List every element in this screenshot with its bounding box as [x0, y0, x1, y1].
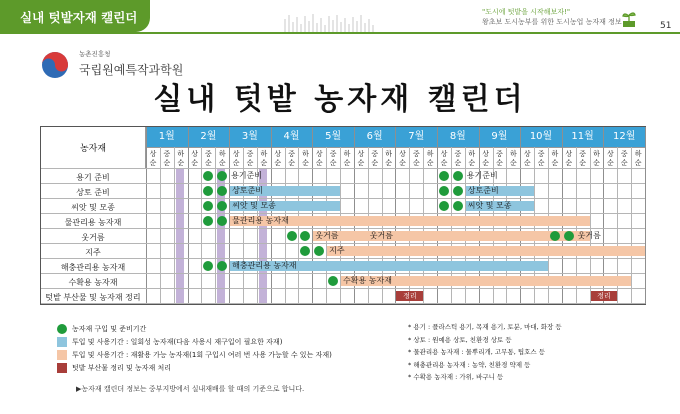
footnote: ▶농자재 캘린더 정보는 중부지방에서 실내재배를 할 때의 기준으로 합니다.: [76, 385, 305, 393]
shaded-column: [176, 169, 184, 304]
usage-bar: [230, 216, 589, 226]
period-header: 중순: [246, 150, 254, 167]
purchase-dot: [328, 276, 338, 286]
month-header: 1월: [158, 131, 175, 142]
period-header: 하순: [468, 150, 476, 167]
legend-text: 농자재 구입 및 준비기간: [72, 325, 147, 333]
month-header: 8월: [449, 131, 466, 142]
note-line: * 수확용 농자재 : 가위, 바구니 등: [408, 373, 504, 381]
top-header: [0, 0, 680, 38]
period-header: 중순: [163, 150, 171, 167]
period-header: 하순: [634, 150, 642, 167]
purchase-dot: [203, 216, 213, 226]
bar-label: 상토준비: [467, 186, 499, 195]
purchase-dot: [287, 231, 297, 241]
grid-line: [41, 213, 645, 214]
purchase-dot: [217, 261, 227, 271]
purchase-dot: [439, 201, 449, 211]
purchase-dot: [550, 231, 560, 241]
grid-line: [41, 243, 645, 244]
period-header: 하순: [177, 150, 185, 167]
period-header: 중순: [537, 150, 545, 167]
grid-line: [41, 198, 645, 199]
period-header: 상순: [357, 150, 365, 167]
grid-line: [41, 183, 645, 184]
row-label: 씨앗 및 모종: [71, 203, 115, 212]
grid-line: [41, 273, 645, 274]
page-number: 51: [660, 21, 672, 31]
bar-label: 씨앗 및 모종: [232, 201, 276, 210]
barcode-decoration-icon: [283, 13, 375, 32]
color-swatch-icon: [57, 350, 67, 360]
purchase-dot: [300, 231, 310, 241]
color-swatch-icon: [57, 363, 67, 373]
grid-line: [41, 258, 645, 259]
period-header: 하순: [343, 150, 351, 167]
purchase-dot: [217, 186, 227, 196]
grid-line: [645, 127, 646, 304]
bar-label: 물관리용 농자재: [232, 216, 289, 225]
period-header: 중순: [329, 150, 337, 167]
purchase-dot: [453, 186, 463, 196]
period-header: 상순: [606, 150, 614, 167]
quote-line-2: 왕초보 도시농부를 위한 도시농업 농자재 정보: [482, 18, 622, 26]
usage-bar: [230, 186, 340, 196]
grid-line: [201, 147, 202, 304]
purchase-dot: [203, 261, 213, 271]
month-header: 4월: [283, 131, 300, 142]
column-header-name: 농자재: [41, 127, 146, 168]
usage-bar: [327, 246, 645, 256]
quote-block: [482, 7, 622, 27]
month-header: 11월: [571, 131, 594, 142]
period-header: 상순: [440, 150, 448, 167]
row-label: 지주: [85, 248, 101, 257]
period-header: 상순: [191, 150, 198, 167]
grid-line: [631, 147, 632, 304]
quote-line-1: "도시에 텃밭을 시작해보자!": [482, 8, 571, 16]
purchase-dot: [217, 216, 227, 226]
period-header: 중순: [371, 150, 379, 167]
grid-line: [215, 147, 216, 304]
period-header: 하순: [302, 150, 309, 167]
legend-item: [72, 337, 282, 347]
row-label: 웃거름: [81, 233, 105, 242]
purchase-dot: [217, 201, 227, 211]
usage-bar: [466, 201, 534, 211]
green-dot-icon: [57, 324, 67, 334]
purchase-dot: [203, 171, 213, 181]
bar-label: 용기준비: [466, 171, 498, 180]
purchase-dot: [439, 186, 449, 196]
bar-label: 상토준비: [232, 186, 264, 195]
period-header: 중순: [496, 150, 503, 167]
month-header: 9월: [491, 131, 508, 142]
bar-label: 웃거름: [577, 231, 601, 240]
period-header: 중순: [205, 150, 212, 167]
purchase-dot: [203, 186, 213, 196]
period-header: 하순: [509, 150, 517, 167]
row-label: 수확용 농자재: [68, 278, 118, 287]
period-header: 하순: [385, 150, 392, 167]
note-line: * 해충관리용 농자재 : 농약, 친환경 약제 등: [408, 360, 531, 369]
period-header: 하순: [260, 150, 268, 167]
purchase-dot: [439, 171, 449, 181]
grid-line: [174, 147, 175, 304]
month-header: 6월: [366, 131, 383, 142]
section-title: 실내 텃밭자재 캘린더: [20, 10, 138, 25]
period-header: 상순: [399, 150, 406, 167]
note-line: * 상토 : 원예용 상토, 친환경 상토 등: [408, 335, 512, 344]
org-parent-name: 농촌진흥청: [79, 50, 111, 58]
usage-bar: [230, 261, 548, 271]
note-line: * 물관리용 농자재 : 물뿌리개, 고무통, 팁호스 등: [408, 348, 546, 356]
period-header: 하순: [218, 150, 226, 167]
purchase-dot: [300, 246, 310, 256]
org-name: 국립원예특작과학원: [79, 63, 184, 77]
month-header: 3월: [241, 131, 258, 142]
period-header: 중순: [454, 150, 462, 167]
period-header: 상순: [482, 150, 489, 167]
purchase-dot: [314, 246, 324, 256]
period-header: 하순: [551, 150, 559, 167]
legend-text: 투입 및 사용기간 : 재활용 가능 농자재(1회 구입시 여러 번 사용 가능할 수 있는 자재): [72, 351, 332, 359]
bar-label: 용기준비: [231, 171, 263, 180]
purchase-dot: [453, 171, 463, 181]
period-header: 상순: [274, 150, 282, 167]
period-header: 상순: [232, 150, 240, 167]
grid-line: [160, 147, 161, 304]
legend-item: [72, 324, 146, 334]
page-title: 실내 텃밭 농자재 캘린더: [153, 82, 527, 117]
purchase-dot: [564, 231, 574, 241]
legend-item: [72, 363, 171, 373]
usage-bar: [341, 276, 631, 286]
usage-bar: [313, 231, 589, 241]
purchase-dot: [217, 171, 227, 181]
period-header: 하순: [593, 150, 600, 167]
period-header: 중순: [620, 150, 628, 167]
bar-label: 지주: [329, 246, 345, 255]
note-line: * 용기 : 플라스틱 용기, 목재 용기, 토분, 마대, 화장 등: [408, 323, 562, 331]
legend-item: [72, 350, 332, 360]
row-label: 텃밭 부산물 및 농자재 정리: [45, 293, 141, 302]
legend-text: 텃밭 부산물 정리 및 농자재 처리: [72, 364, 172, 372]
period-header: 중순: [412, 150, 420, 167]
period-header: 상순: [523, 150, 531, 167]
cleanup-bar: 정리: [396, 291, 423, 301]
month-header: 5월: [325, 131, 342, 142]
bar-label: 수확용 농자재: [343, 276, 392, 285]
row-label: 해충관리용 농자재: [60, 263, 126, 272]
grid-line: [41, 168, 645, 169]
period-header: 상순: [149, 150, 157, 167]
purchase-dot: [203, 201, 213, 211]
usage-bar: [466, 186, 534, 196]
row-label: 물관리용 농자재: [64, 218, 122, 227]
grid-line: [188, 127, 189, 304]
bar-label: 해충관리용 농자재: [232, 261, 297, 270]
period-header: 상순: [565, 150, 573, 167]
bar-label: 웃거름: [315, 231, 339, 240]
month-header: 2월: [200, 131, 217, 142]
color-swatch-icon: [57, 337, 67, 347]
grid-line: [41, 228, 645, 229]
month-header: 7월: [408, 131, 425, 142]
cleanup-bar: 정리: [591, 291, 618, 301]
row-label: 용기 준비: [76, 173, 110, 182]
bar-label: 씨앗 및 모종: [467, 201, 512, 210]
period-header: 중순: [579, 150, 587, 167]
grid-line: [41, 303, 645, 304]
grid-line: [146, 127, 147, 304]
header-divider: [0, 32, 680, 34]
purchase-dot: [453, 201, 463, 211]
month-header: 12월: [612, 131, 636, 142]
row-label: 상토 준비: [76, 188, 110, 197]
calendar-table: [40, 126, 646, 305]
month-header: 10월: [529, 131, 553, 142]
sprout-icon: [619, 10, 639, 28]
legend-text: 투입 및 사용기간 : 일회성 농자재(다음 사용시 재구입이 필요한 자재): [72, 338, 283, 346]
usage-bar: [230, 201, 340, 211]
bar-label: 웃거름: [369, 231, 393, 240]
period-header: 하순: [426, 150, 434, 167]
period-header: 상순: [315, 150, 323, 167]
period-header: 중순: [288, 150, 295, 167]
grid-line: [41, 288, 645, 289]
